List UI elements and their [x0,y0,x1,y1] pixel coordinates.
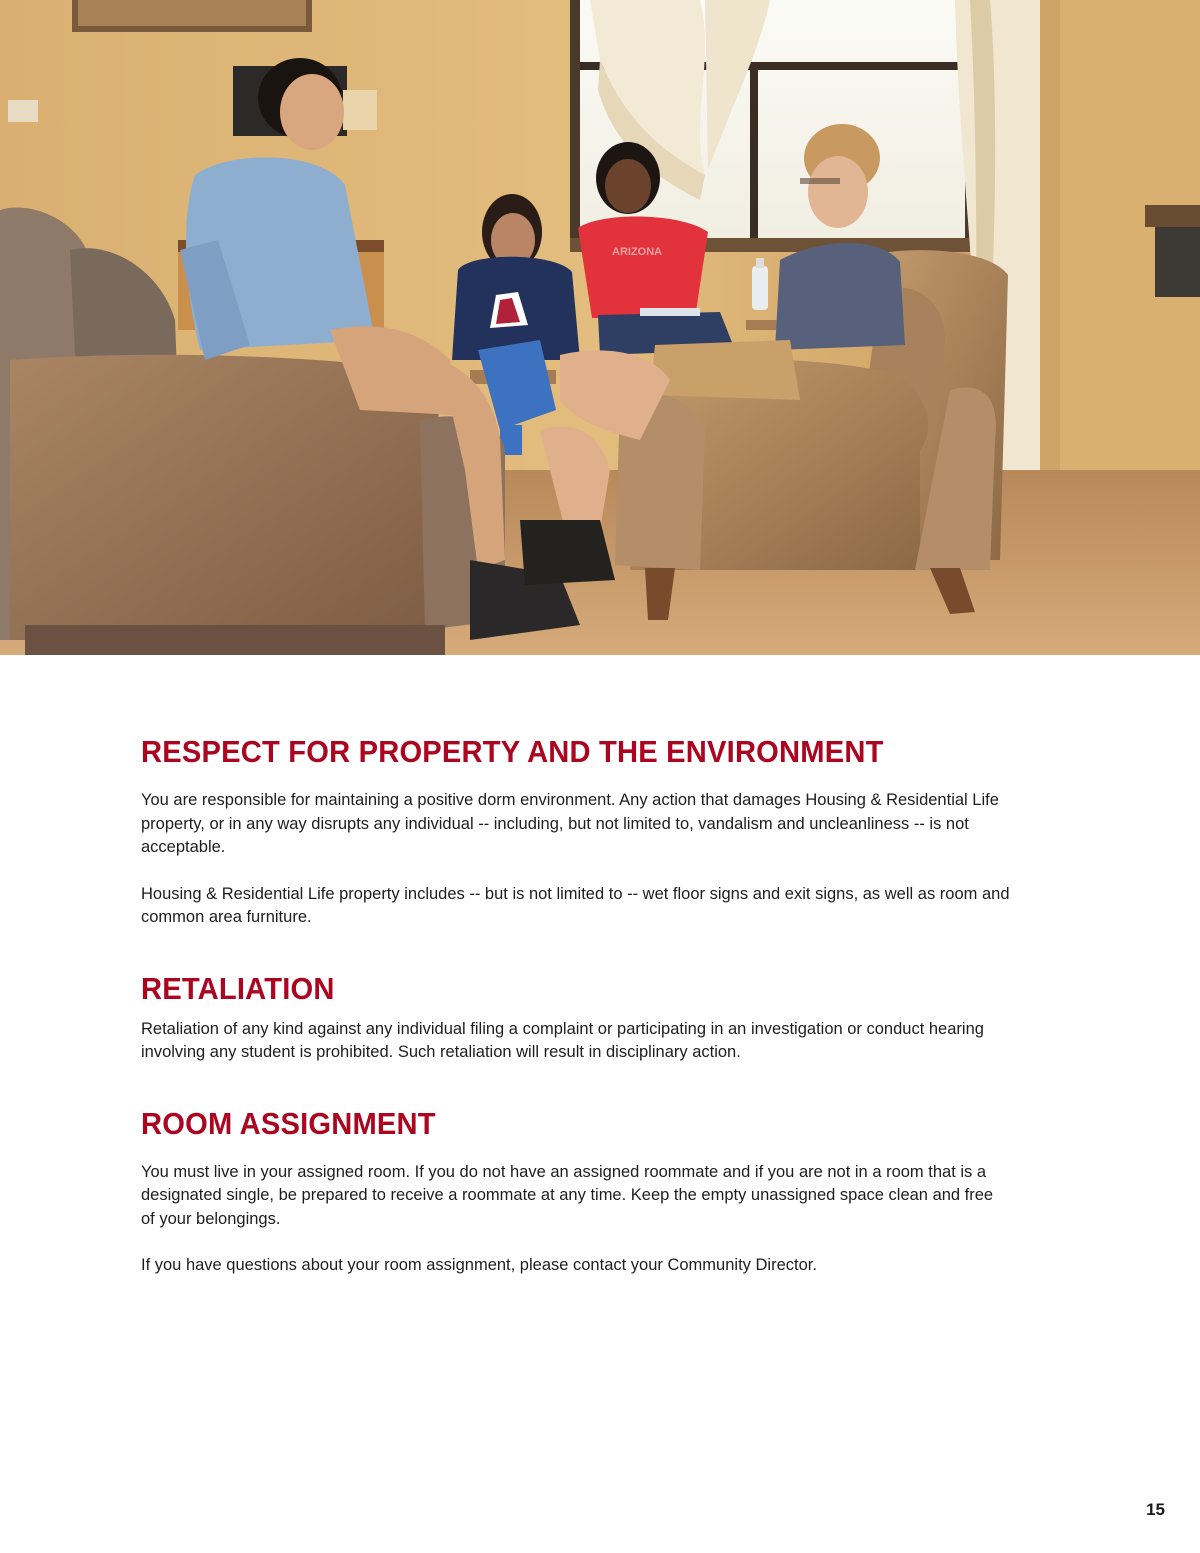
section-heading: RESPECT FOR PROPERTY AND THE ENVIRONMENT [141,734,884,769]
shirt-text: ARIZONA [612,246,663,258]
page-content [141,733,1011,1318]
section-room-assignment [141,1105,1011,1278]
paragraph: Housing & Residential Life property includes -- but is not limited to -- wet floor signs and exit signs, as well as room and common area furniture. [141,884,1010,926]
section-respect-for-property [141,733,1011,930]
paragraph: You are responsible for maintaining a positive dorm environment. Any action that damages Housing & Residential Life property, or in any way disrupts any individual -- including, but not limited to, vandalism and uncleanliness -- is not acceptable. [141,791,999,856]
paragraph: Retaliation of any kind against any individual filing a complaint or participating in an investigation or conduct hearing involving any student is prohibited. Such retaliation will result in disciplinary action. [141,1019,984,1061]
paragraph: If you have questions about your room assignment, please contact your Community Director. [141,1256,817,1274]
section-heading: ROOM ASSIGNMENT [141,1105,436,1141]
page-number: 15 [1146,1500,1165,1519]
students-lounge-illustration [0,0,1200,655]
paragraph: You must live in your assigned room. If you do not have an assigned roommate and if you are not in a room that is a designated single, be prepared to receive a roommate at any time. Keep the empty unassigned space clean and free of your belongings. [141,1162,994,1228]
section-retaliation [141,970,1011,1065]
section-heading: RETALIATION [141,970,335,1006]
hero-photo [0,0,1200,655]
